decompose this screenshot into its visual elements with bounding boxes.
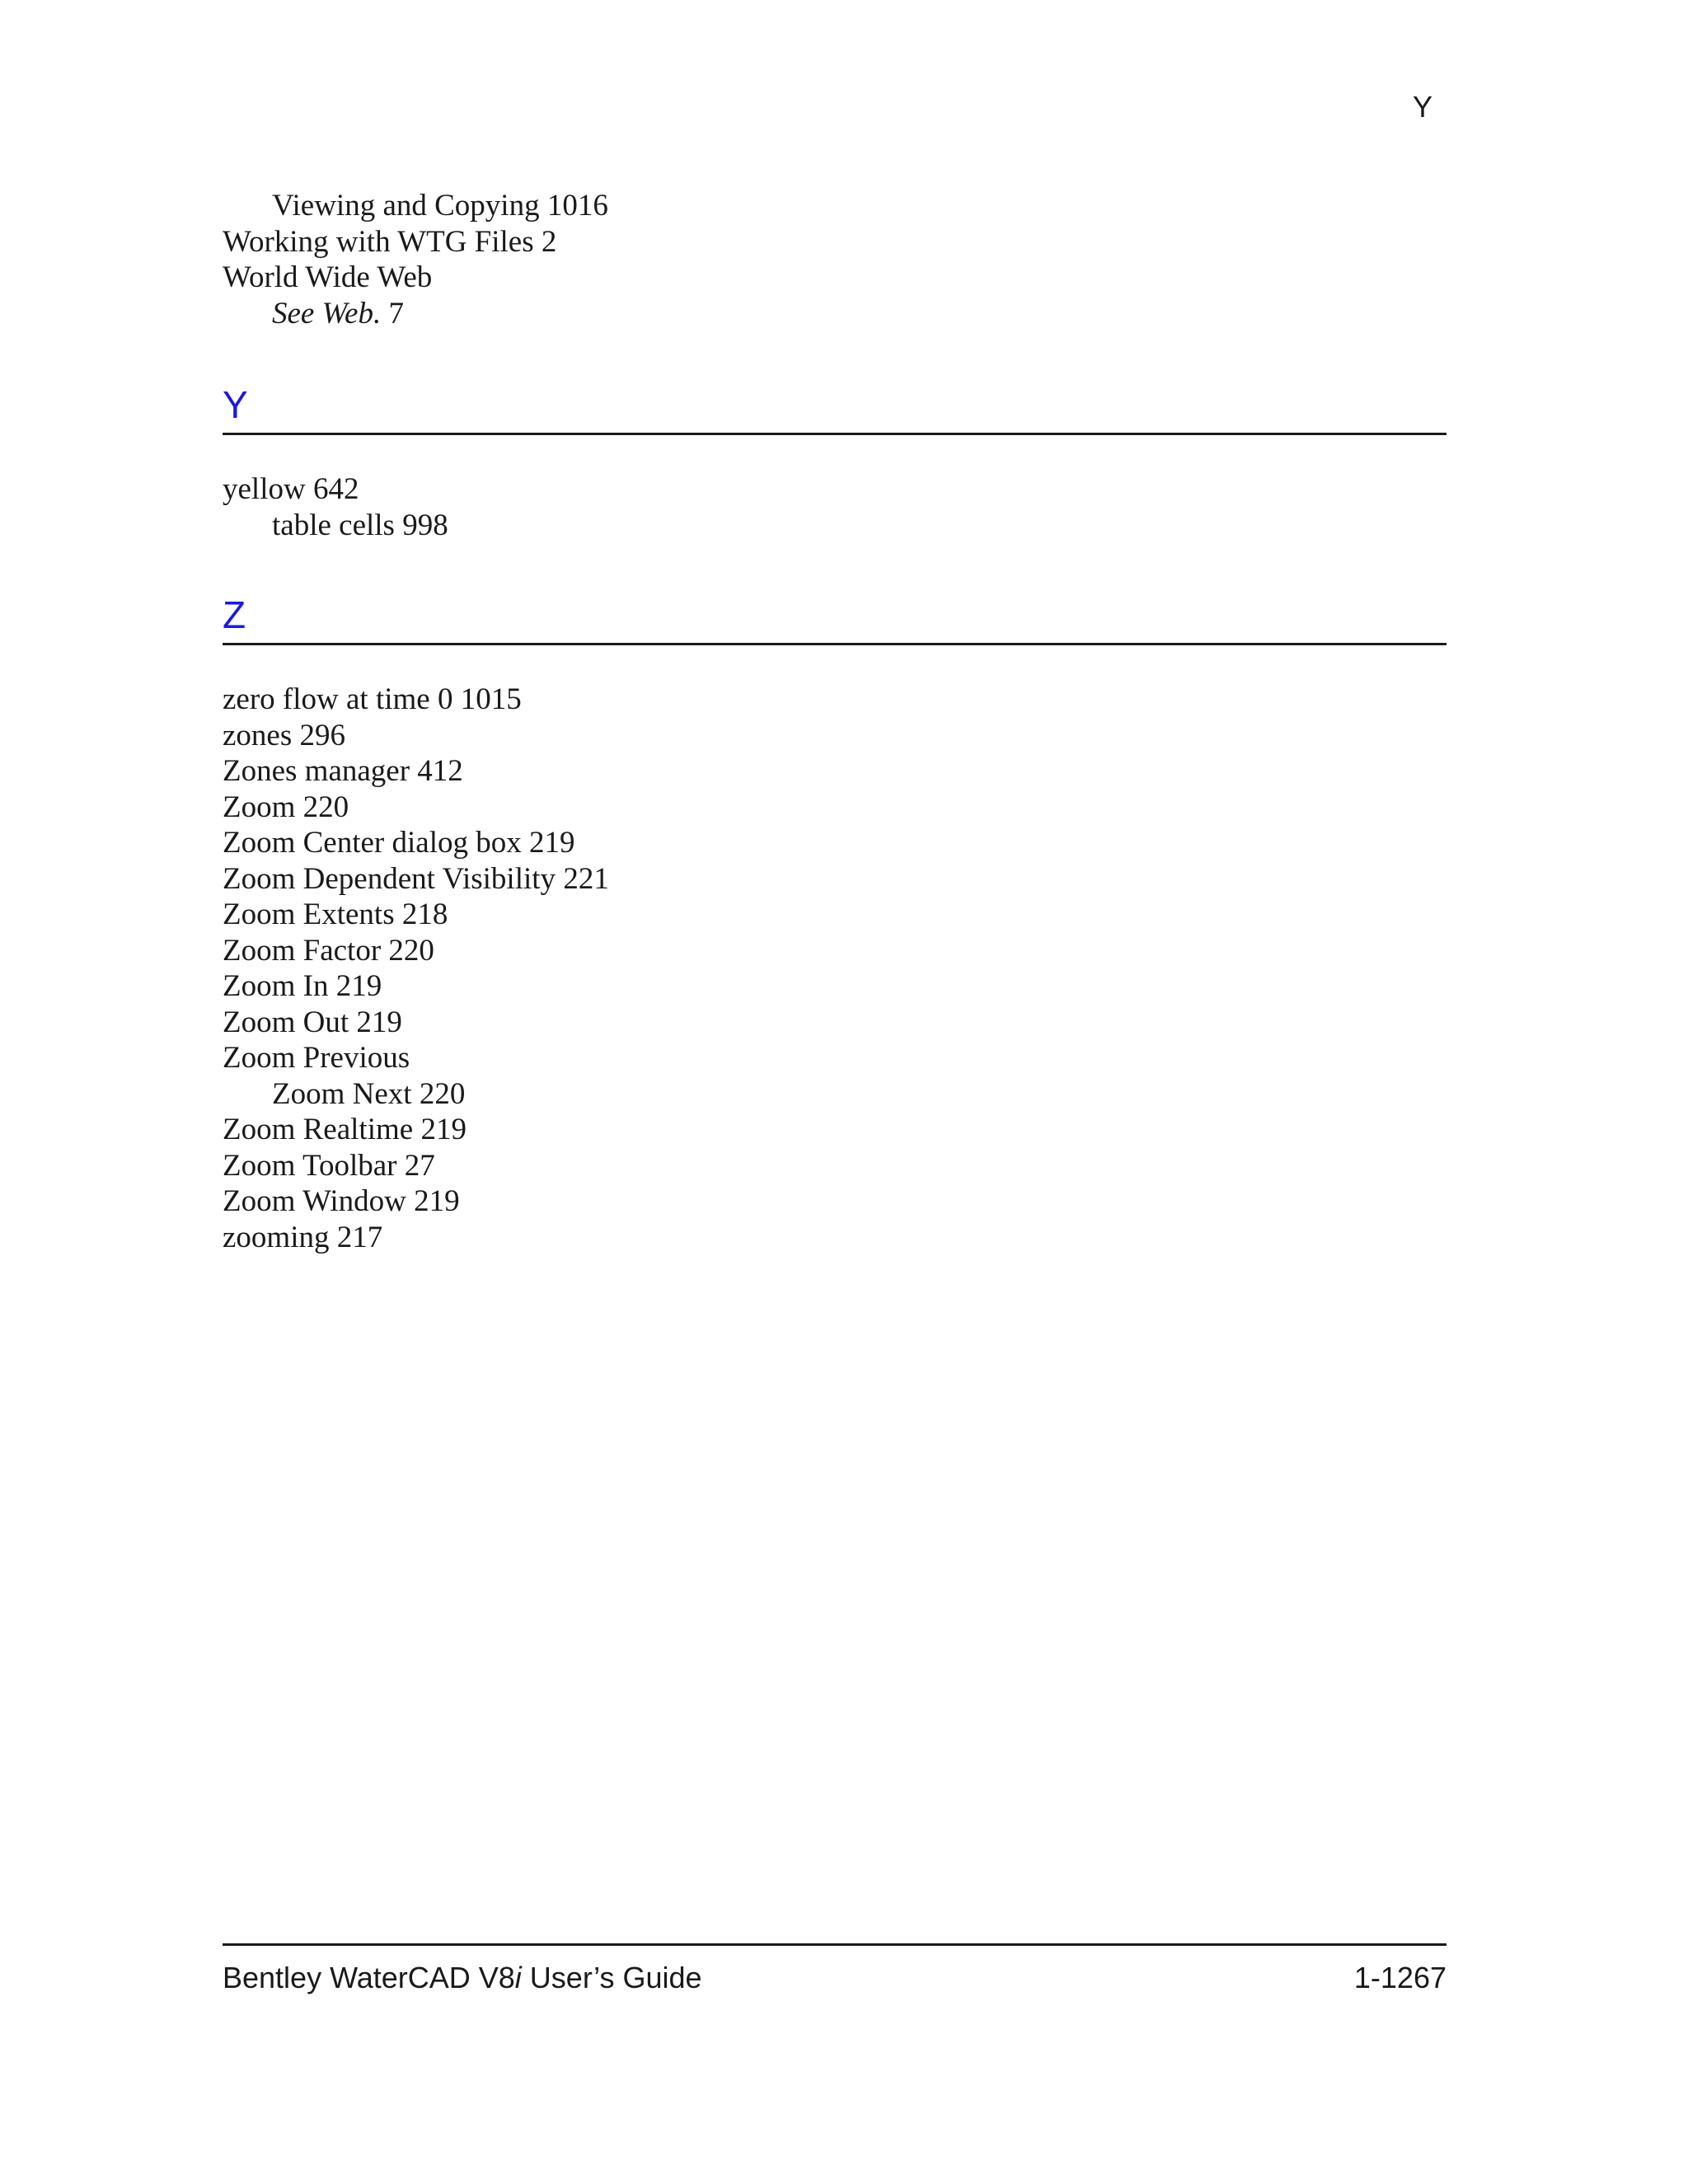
index-entry [223,1040,609,1076]
entry-term: Zoom Factor [223,933,382,968]
entry-term: Zoom Realtime [223,1113,414,1146]
entry-page[interactable]: 296 [299,718,345,752]
footer-title-italic: i [514,1961,522,1994]
entry-page[interactable]: 27 [404,1148,435,1183]
index-entry-cross-reference [223,296,608,332]
entry-page[interactable]: 220 [419,1076,466,1111]
index-entry [223,188,608,224]
entry-page[interactable]: 221 [563,861,609,896]
footer-title-prefix: Bentley WaterCAD V8 [223,1961,515,1994]
page-section-letter: Y [1412,90,1432,124]
index-entry [223,1112,609,1148]
index-entry [223,1183,609,1220]
entry-page[interactable]: 219 [335,969,382,1003]
index-entry [223,968,609,1005]
index-entry [223,790,609,826]
index-entry [223,1148,609,1184]
entry-page[interactable]: 219 [356,1005,402,1039]
entry-term: Viewing and Copying [272,189,540,223]
entry-page[interactable]: 642 [312,472,359,506]
entry-term: Zoom In [223,969,329,1003]
section-divider [223,643,1447,645]
entry-page[interactable]: 219 [420,1113,467,1146]
entry-page[interactable]: 998 [402,508,448,542]
entry-term: yellow [223,472,306,506]
entry-term: table cells [272,508,395,542]
entry-term: Zones manager [223,754,410,788]
section-heading-z: Z [223,593,246,636]
index-entry [223,260,608,296]
continued-entry-list [223,188,608,331]
entry-page[interactable]: 7 [388,296,404,330]
entry-term: zooming [223,1220,330,1254]
index-entry [223,897,609,933]
index-entry [223,1005,609,1041]
entry-term: Zoom Previous [223,1041,410,1075]
entry-page[interactable]: 217 [336,1220,383,1254]
footer-divider [223,1943,1447,1946]
entry-term: Zoom Dependent Visibility [223,861,556,896]
section-heading-y: Y [223,383,248,426]
index-entry [223,508,448,544]
footer-page-number: 1-1267 [1353,1961,1447,1994]
entry-page[interactable]: 219 [414,1184,460,1218]
entry-term: Zoom Out [223,1005,349,1039]
index-entry [223,861,609,898]
entry-term: Zoom Toolbar [223,1148,397,1183]
entry-page[interactable]: 1016 [546,189,608,223]
entry-term: Zoom [223,790,296,824]
entry-page[interactable]: 1015 [460,682,522,716]
entry-term: Zoom Window [223,1184,406,1218]
section-z-entry-list [223,682,609,1255]
entry-term: zones [223,718,293,752]
entry-term: Working with WTG Files [223,224,534,259]
index-entry [223,933,609,969]
section-divider [223,433,1447,435]
entry-page[interactable]: 220 [388,933,434,968]
index-entry [223,1076,609,1113]
entry-page[interactable]: 218 [401,898,448,931]
index-entry [223,471,448,508]
cross-reference-term: See Web. [272,296,382,330]
footer-title-suffix: User’s Guide [521,1961,702,1994]
entry-term: Zoom Extents [223,898,395,931]
entry-page[interactable]: 219 [529,826,575,860]
entry-page[interactable]: 2 [541,224,557,259]
index-entry [223,753,609,790]
index-entry [223,718,609,754]
entry-page[interactable]: 412 [417,754,463,788]
index-entry [223,224,608,260]
section-y-entry-list [223,471,448,543]
entry-term: World Wide Web [223,260,433,294]
entry-term: Zoom Next [272,1076,412,1111]
entry-term: zero flow at time 0 [223,682,453,716]
entry-page[interactable]: 220 [302,790,349,824]
index-entry [223,682,609,718]
index-entry [223,1220,609,1256]
index-entry [223,825,609,861]
footer-document-title [223,1960,702,1996]
entry-term: Zoom Center dialog box [223,826,522,860]
